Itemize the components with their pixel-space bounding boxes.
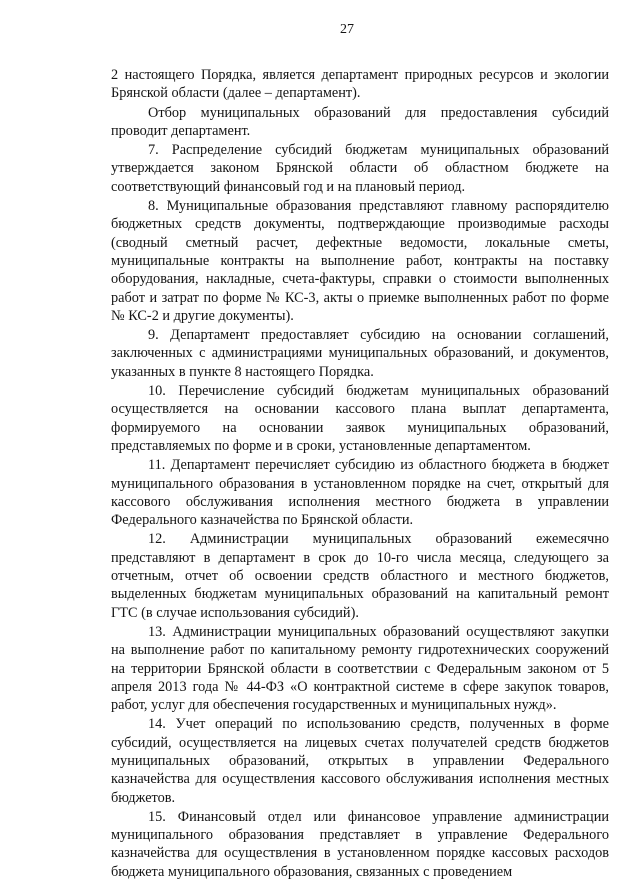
paragraph-8: 8. Муниципальные образования представляют главному распорядителю бюджетных средств документы, подтверждающие производимые расходы (сводный сметный расчет, дефектные ведомости, локальные сметы, муниципальные контракты на выполнение работ, контракты на поставку оборудования, накладные, счета-фактуры, справки о стоимости выполненных работ и затрат по форме № КС-3, акты о приемке выполненных работ по форме № КС-2 и другие документы). (111, 198, 609, 324)
paragraph-13: 13. Администрации муниципальных образований осуществляют закупки на выполнение работ по капитальному ремонту гидротехнических сооружений на территории Брянской области в соответствии с Федеральным законом от 5 апреля 2013 года № 44-ФЗ «О контрактной системе в сфере закупок товаров, работ, услуг для обеспечения государственных и муниципальных нужд». (111, 623, 609, 714)
paragraph-15: 15. Финансовый отдел или финансовое управление администрации муниципального образования представляет в управление Федерального казначейства для осуществления в установленном порядке кассовых расходов бюджета муниципального образования, связанных с проведением (111, 808, 609, 880)
paragraph-7: 7. Распределение субсидий бюджетам муниципальных образований утверждается законом Брянской области об областном бюджете на соответствующий финансовый год и на плановый период. (111, 142, 609, 195)
document-body (111, 66, 609, 881)
paragraph-11: 11. Департамент перечисляет субсидию из областного бюджета в бюджет муниципального образования в установленном порядке на счет, открытый для кассового обслуживания исполнения местного бюджета в управлении Федерального казначейства по Брянской области. (111, 457, 609, 529)
paragraph-continuation: 2 настоящего Порядка, является департамент природных ресурсов и экологии Брянской области (далее – департамент). (111, 67, 609, 102)
paragraph-9: 9. Департамент предоставляет субсидию на основании соглашений, заключенных с администрациями муниципальных образований, и документов, указанных в пункте 8 настоящего Порядка. (111, 327, 609, 380)
paragraph-14: 14. Учет операций по использованию средств, полученных в форме субсидий, осуществляется на лицевых счетах получателей средств бюджетов муниципальных образований, открытых в управлении Федерального казначейства для осуществления кассового обслуживания исполнения местных бюджетов. (111, 716, 609, 806)
paragraph-12: 12. Администрации муниципальных образований ежемесячно представляют в департамент в срок до 10-го числа месяца, следующего за отчетным, отчет об освоении средств областного и местного бюджетов, выделенных бюджетам муниципальных образований на капитальный ремонт ГТС (в случае использования субсидий). (111, 531, 609, 621)
paragraph-selection: Отбор муниципальных образований для предоставления субсидий проводит департамент. (111, 104, 609, 139)
paragraph-10: 10. Перечисление субсидий бюджетам муниципальных образований осуществляется на основании кассового плана выплат департамента, формируемого на основании заявок муниципальных образований, представляемых по форме и в сроки, установленные департаментом. (111, 383, 609, 454)
page-number: 27 (340, 22, 354, 37)
